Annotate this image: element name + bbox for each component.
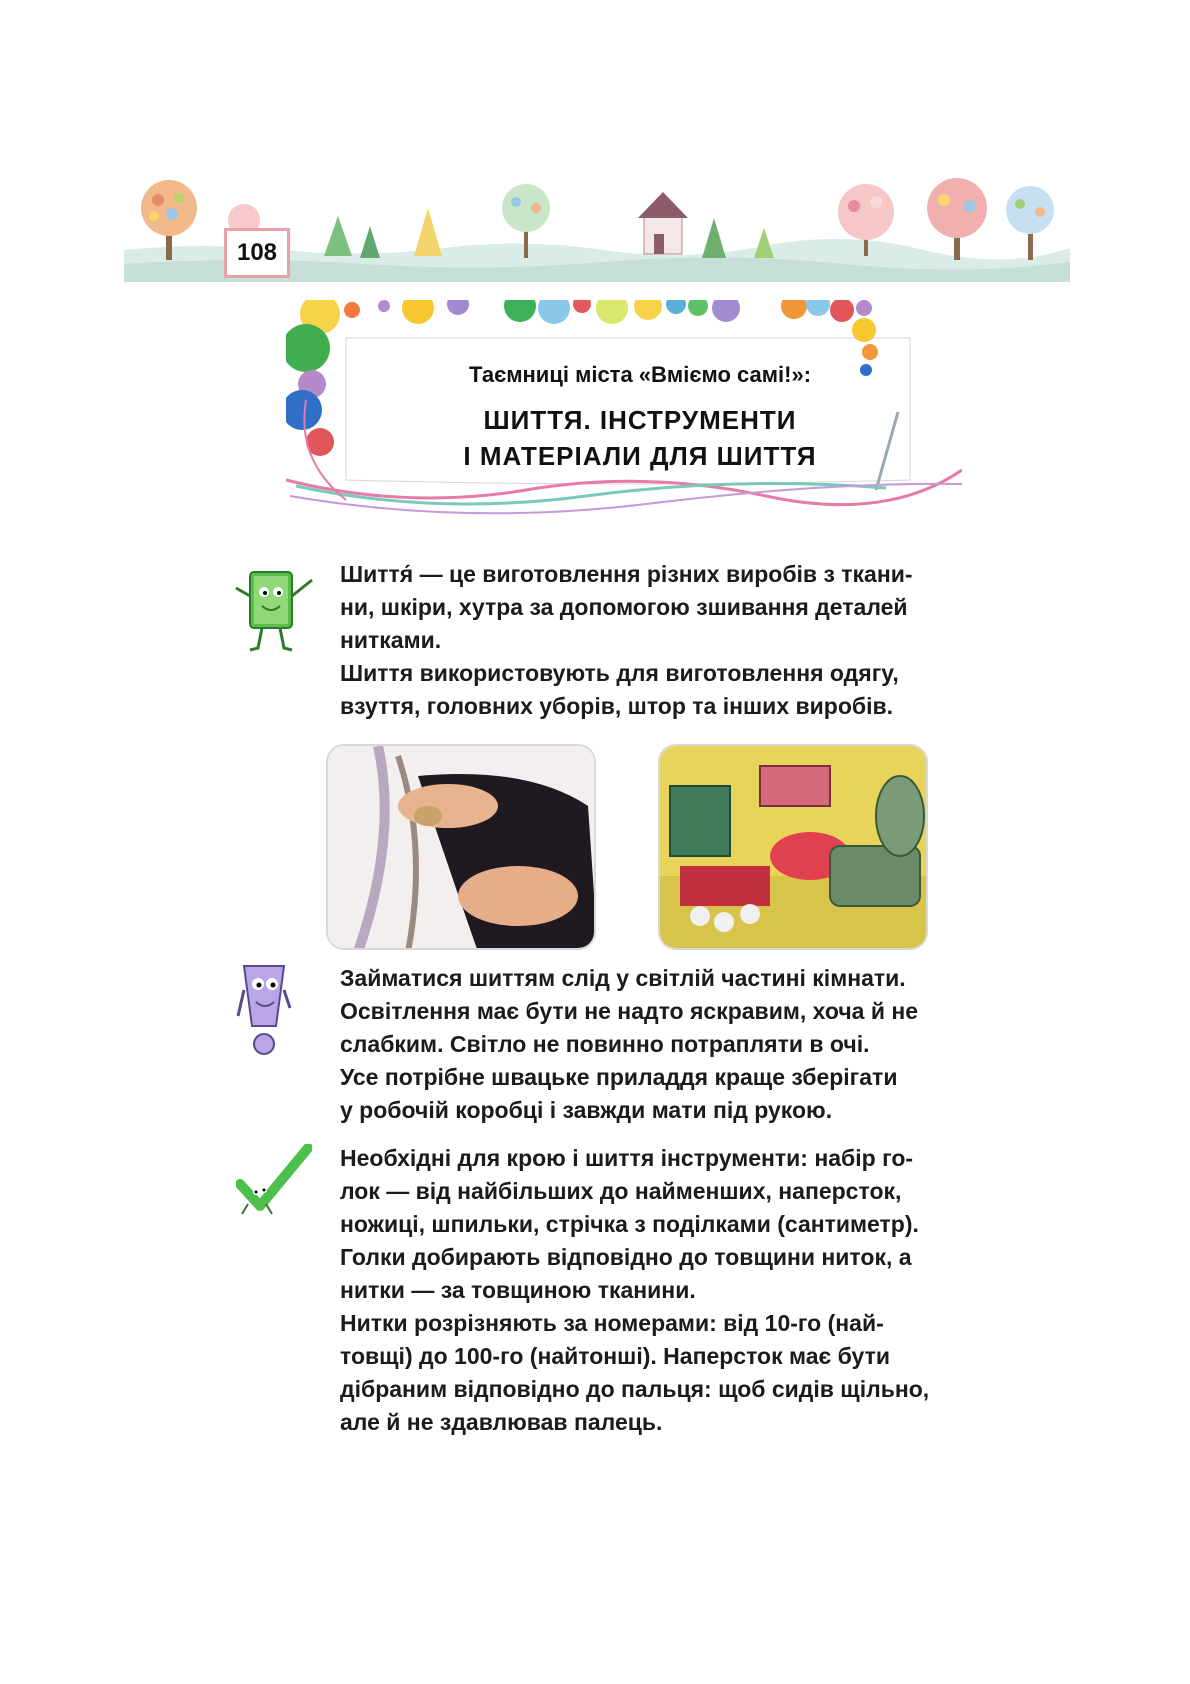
lesson-title-line2: І МАТЕРІАЛИ ДЛЯ ШИТТЯ (463, 441, 817, 471)
sewing-boxes-photo (658, 744, 928, 950)
definition-line-1-rest: — це виготовлення різних виробів з ткани- (413, 561, 913, 587)
sewing-hands-photo (326, 744, 596, 950)
lesson-title-line1: ШИТТЯ. ІНСТРУМЕНТИ (483, 405, 797, 435)
book-mascot-icon (232, 566, 322, 659)
tools-line-6: Нитки розрізняють за номерами: від 10-го (най- (340, 1310, 884, 1336)
attention-line-3: слабким. Світло не повинно потрапляти в очі. (340, 1031, 870, 1057)
definition-section (340, 558, 1000, 723)
attention-line-5: у робочій коробці і завжди мати під рукою. (340, 1097, 833, 1123)
definition-line-3: нитками. (340, 627, 442, 653)
tools-section (340, 1142, 1000, 1439)
tools-line-8: дібраним відповідно до пальця: щоб сидів щільно, (340, 1376, 930, 1402)
definition-term: Шиття́ (340, 561, 414, 587)
attention-line-1: Займатися шиттям слід у світлій частині кімнати. (340, 965, 906, 991)
tools-line-7: товщі) до 100-го (найтонші). Наперсток має бути (340, 1343, 890, 1369)
tools-line-9: але й не здавлював палець. (340, 1409, 663, 1435)
tools-line-5: нитки — за товщиною тканини. (340, 1277, 696, 1303)
definition-line-5: взуття, головних уборів, штор та інших виробів. (340, 693, 894, 719)
tools-line-4: Голки добирають відповідно до товщини ниток, а (340, 1244, 912, 1270)
attention-line-2: Освітлення має бути не надто яскравим, хоча й не (340, 998, 919, 1024)
tools-line-1: Необхідні для крою і шиття інструменти: набір го- (340, 1145, 914, 1171)
attention-line-4: Усе потрібне швацьке приладдя краще зберігати (340, 1064, 898, 1090)
checkmark-mascot-icon (236, 1144, 312, 1221)
lesson-subtitle: Таємниці міста «Вміємо самі!»: (468, 362, 812, 387)
tools-line-3: ножиці, шпильки, стрічка з поділками (сантиметр). (340, 1211, 919, 1237)
definition-line-4: Шиття використовують для виготовлення одягу, (340, 660, 899, 686)
exclamation-mascot-icon (236, 960, 292, 1065)
lesson-title-block (370, 362, 910, 474)
page-number: 108 (224, 228, 290, 278)
tools-line-2: лок — від найбільших до найменших, наперсток, (340, 1178, 902, 1204)
definition-line-1 (340, 558, 1000, 591)
attention-section (340, 962, 1000, 1127)
definition-line-2: ни, шкіри, хутра за допомогою зшивання деталей (340, 594, 908, 620)
